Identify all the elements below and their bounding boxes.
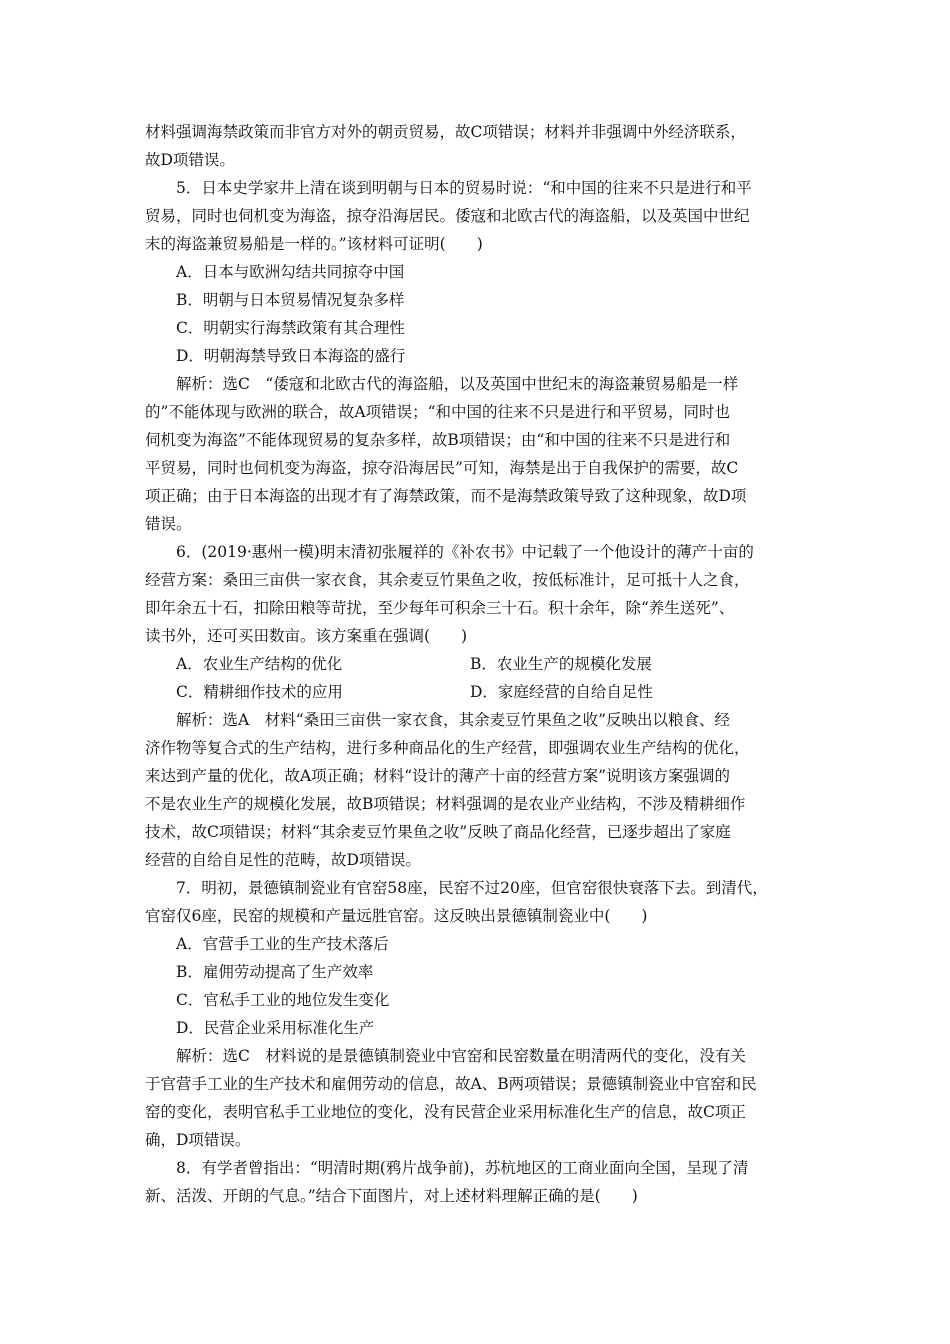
text-line: 项正确；由于日本海盗的出现才有了海禁政策，而不是海禁政策导致了这种现象，故D项: [145, 487, 747, 505]
option-d: D．家庭经营的自给自足性: [470, 683, 653, 701]
option-d: D．民营企业采用标准化生产: [176, 1019, 375, 1037]
text-line: 不是农业生产的规模化发展，故B项错误；材料强调的是农业产业结构，不涉及精耕细作: [145, 795, 746, 813]
text-line: 济作物等复合式的生产结构，进行多种商品化的生产经营，即强调农业生产结构的优化，: [145, 739, 750, 757]
option-b: B．雇佣劳动提高了生产效率: [176, 963, 374, 981]
question-6-stem: 6．(2019·惠州一模)明末清初张履祥的《补农书》中记载了一个他设计的薄产十亩的: [176, 543, 754, 561]
option-d: D．明朝海禁导致日本海盗的盛行: [176, 347, 406, 365]
text-line: 新、活泼、开朗的气息。”结合下面图片，对上述材料理解正确的是( ): [145, 1187, 638, 1205]
text-line: 伺机变为海盗”不能体现贸易的复杂多样，故B项错误；由“和中国的往来不只是进行和: [145, 431, 731, 449]
analysis-7: 解析：选C 材料说的是景德镇制瓷业中官窑和民窑数量在明清两代的变化，没有关: [176, 1047, 746, 1065]
text-line: 末的海盗兼贸易船是一样的。”该材料可证明( ): [145, 235, 483, 253]
question-5-stem: 5．日本史学家井上清在谈到明朝与日本的贸易时说：“和中国的往来不只是进行和平: [176, 179, 752, 197]
analysis-6: 解析：选A 材料“桑田三亩供一家衣食，其余麦豆竹果鱼之收”反映出以粮食、经: [176, 711, 731, 729]
text-line: 经营的自给自足性的范畴，故D项错误。: [145, 851, 421, 869]
option-a: A．官营手工业的生产技术落后: [176, 935, 389, 953]
option-a: A．农业生产结构的优化: [176, 655, 343, 673]
question-8-stem: 8．有学者曾指出：“明清时期(鸦片战争前)，苏杭地区的工商业面向全国，呈现了清: [176, 1159, 749, 1177]
text-line: 平贸易，同时也伺机变为海盗，掠夺沿海居民”可知，海禁是出于自我保护的需要，故C: [145, 459, 739, 477]
text-line: 贸易，同时也伺机变为海盗，掠夺沿海居民。倭寇和北欧古代的海盗船，以及英国中世纪: [145, 207, 750, 225]
option-c: C．精耕细作技术的应用: [176, 683, 343, 701]
text-line: 故D项错误。: [145, 151, 235, 169]
text-line: 即年余五十石，扣除田粮等苛扰，至少每年可积余三十石。积十余年，除“养生送死”、: [145, 599, 735, 617]
text-line: 于官营手工业的生产技术和雇佣劳动的信息，故A、B两项错误；景德镇制瓷业中官窑和民: [145, 1075, 757, 1093]
question-7-stem: 7．明初，景德镇制瓷业有官窑58座，民窑不过20座，但官窑很快衰落下去。到清代，: [176, 879, 768, 897]
text-line: 窑的变化，表明官私手工业地位的变化，没有民营企业采用标准化生产的信息，故C项正: [145, 1103, 746, 1121]
text-line: 错误。: [145, 515, 192, 533]
text-line: 来达到产量的优化，故A项正确；材料“设计的薄产十亩的经营方案”说明该方案强调的: [145, 767, 731, 785]
text-line: 材料强调海禁政策而非官方对外的朝贡贸易，故C项错误；材料并非强调中外经济联系，: [145, 123, 746, 141]
text-line: 读书外，还可买田数亩。该方案重在强调( ): [145, 627, 468, 645]
option-c: C．官私手工业的地位发生变化: [176, 991, 390, 1009]
option-b: B．农业生产的规模化发展: [470, 655, 652, 673]
text-line: 技术，故C项错误；材料“其余麦豆竹果鱼之收”反映了商品化经营，已逐步超出了家庭: [145, 823, 731, 841]
option-c: C．明朝实行海禁政策有其合理性: [176, 319, 405, 337]
analysis-5: 解析：选C “倭寇和北欧古代的海盗船，以及英国中世纪末的海盗兼贸易船是一样: [176, 375, 739, 393]
option-b: B．明朝与日本贸易情况复杂多样: [176, 291, 405, 309]
option-a: A．日本与欧洲勾结共同掠夺中国: [176, 263, 405, 281]
text-line: 确，D项错误。: [145, 1131, 251, 1149]
text-line: 的”不能体现与欧洲的联合，故A项错误；“和中国的往来不只是进行和平贸易，同时也: [145, 403, 731, 421]
text-line: 经营方案：桑田三亩供一家衣食，其余麦豆竹果鱼之收，按低标准计，足可抵十人之食，: [145, 571, 750, 589]
text-line: 官窑仅6座，民窑的规模和产量远胜官窑。这反映出景德镇制瓷业中( ): [145, 907, 648, 925]
